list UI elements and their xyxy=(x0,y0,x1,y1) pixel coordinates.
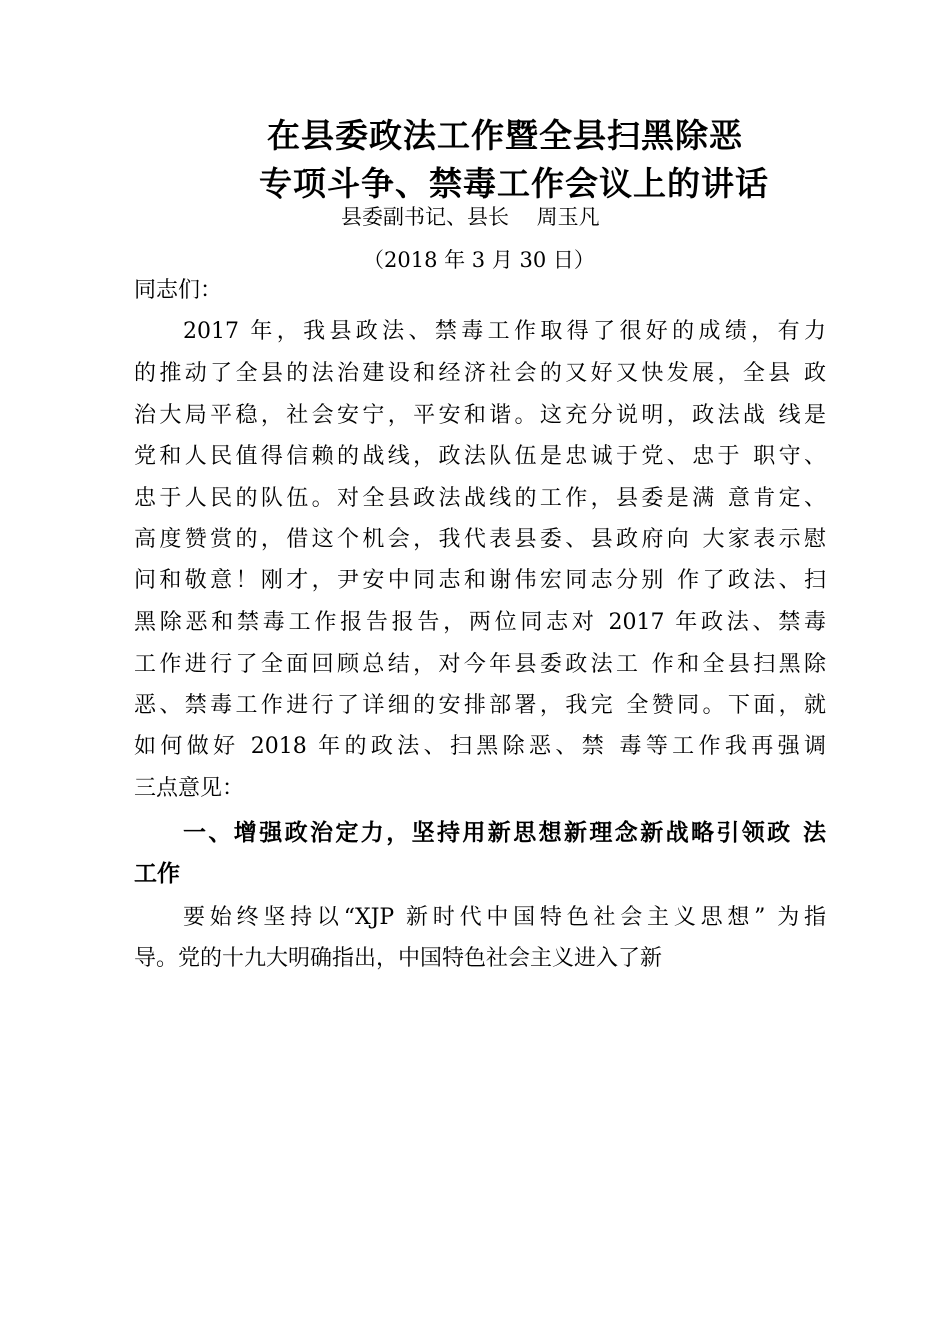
document-title-line-2: 专项斗争、禁毒工作会议上的讲话 xyxy=(259,164,769,203)
paragraph-1-line: 如何做好 2018 年的政法、扫黑除恶、禁 毒等工作我再强调 xyxy=(134,734,826,759)
paragraph-2-line: 要始终坚持以“XJP 新时代中国特色社会主义思想” 为指 xyxy=(183,905,826,930)
paragraph-1-line: 工作进行了全面回顾总结，对今年县委政法工 作和全县扫黑除 xyxy=(134,652,826,677)
speech-date: （2018 年 3 月 30 日） xyxy=(363,248,595,272)
speaker-byline: 县委副书记、县长 周玉凡 xyxy=(341,205,600,229)
paragraph-1-line: 高度赞赏的，借这个机会，我代表县委、县政府向 大家表示慰 xyxy=(134,527,826,552)
paragraph-1-line: 三点意见： xyxy=(134,776,245,801)
section-heading-1-line: 一、增强政治定力，坚持用新思想新理念新战略引领政 法 xyxy=(183,820,826,846)
paragraph-1-line: 治大局平稳，社会安宁，平安和谐。这充分说明，政法战 线是 xyxy=(134,403,826,428)
paragraph-1-line: 恶、禁毒工作进行了详细的安排部署，我完 全赞同。下面，就 xyxy=(134,693,826,718)
paragraph-2-line: 导。党的十九大明确指出，中国特色社会主义进入了新 xyxy=(134,946,663,971)
paragraph-1-line: 2017 年，我县政法、禁毒工作取得了很好的成绩，有力 xyxy=(183,319,826,344)
paragraph-1-line: 问和敬意！刚才，尹安中同志和谢伟宏同志分别 作了政法、扫 xyxy=(134,568,826,593)
document-title-line-1: 在县委政法工作暨全县扫黑除恶 xyxy=(267,116,743,155)
paragraph-1-line: 的推动了全县的法治建设和经济社会的又好又快发展，全县 政 xyxy=(134,361,826,386)
section-heading-1-line: 工作 xyxy=(134,861,180,887)
paragraph-1-line: 党和人民值得信赖的战线，政法队伍是忠诚于党、忠于 职守、 xyxy=(134,444,826,469)
salutation: 同志们： xyxy=(134,278,223,303)
paragraph-1-line: 黑除恶和禁毒工作报告报告，两位同志对 2017 年政法、禁毒 xyxy=(134,610,826,635)
paragraph-1-line: 忠于人民的队伍。对全县政法战线的工作，县委是满 意肯定、 xyxy=(134,486,826,511)
